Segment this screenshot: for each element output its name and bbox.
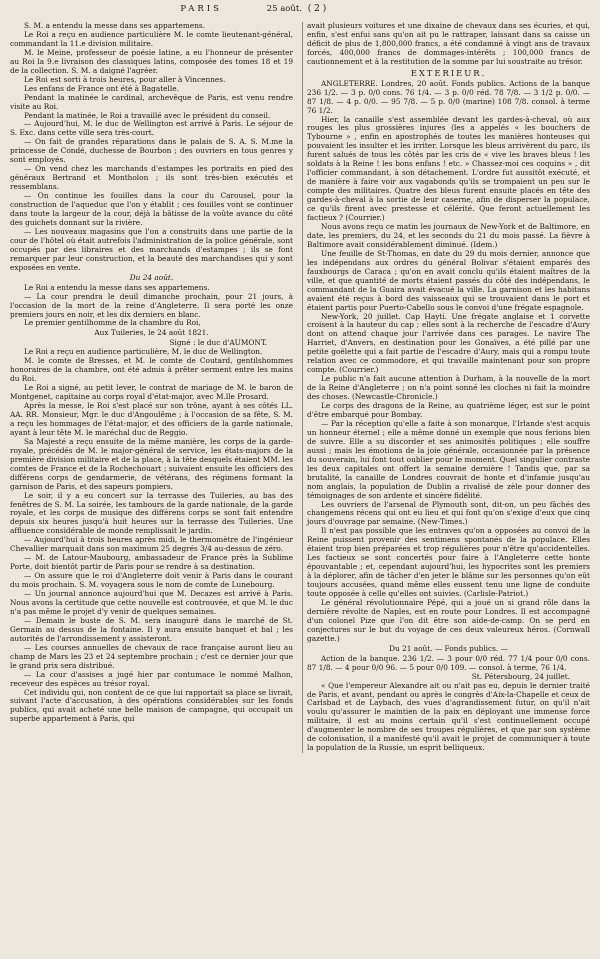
paragraph: « Que l'empereur Alexandre ait ou n'ait pas eu, depuis le dernier traité de Paris, et avant, pendant ou après le congrès d'Aix-la-Chapelle et ceux de Carlsbad et de Laybach, des vues d'agrandissement futur, on qu'il n'ait voulu qu'assurer le maintien de la paix en déployant une immense force militaire, il est au moins certain qu'il s'est continuellement occupé d'augmenter le nombre de ses troupes régulières, et que par son système de colonisation, il a manifesté qu'il avait le projet de communiquer à toute la population de la Russie, un esprit belliqueux. — [307, 680, 590, 753]
paragraph: M. le Meine, professeur de poésie latine, a eu l'honneur de présenter au Roi la 9.e livraison des classiques latins, composée des tomes 18 et 19 de la collection. S. M. a daigné l'agréer. — [10, 47, 293, 75]
dateline-st-petersbourg: St. Pétersbourg, 24 juillet. — [471, 671, 570, 681]
section-heading-exterieur: EXTERIEUR. — [410, 67, 487, 78]
columns — [10, 22, 590, 753]
paragraph: Le soir, il y a eu concert sur la terrasse des Tuileries, au bas des fenêtres de S. M. La soirée, les tambours de la garde nationale, de la garde royale, et les corps de musique des différens corps se sont fait entendre depuis six heures jusqu'à huit heures sur la terrasse des Tuileries. Une affluence considérable de monde remplissait le jardin. — [10, 490, 293, 536]
paragraph: Sa Majesté a reçu ensuite de la même manière, les corps de la garde-royale, précédés de M. le major-général de service, les états-majors de la première division militaire et de la place, à la tête desquels étaient MM. les comtes de France et de la Rochechouart ; suivaient ensuite les officiers des différens corps de gendarmerie, de vétérans, des régimens formant la garnison de Paris, et des sapeurs pompiers. — [10, 436, 293, 491]
paragraph: Les enfans de France ont été à Bagatelle. — [24, 83, 179, 93]
paragraph: — Les nouveaux magasins que l'on a construits dans une partie de la cour de l'hôtel où était autrefois l'administration de la police générale, sont occupés par des libraires et des marchands d'estampes ; ils se font remarquer par leur construction, et la beauté des marchandises qui y sont exposées en vente. — [10, 226, 293, 272]
paragraph: — On continue les fouilles dans la cour du Carousel, pour la construction de l'aqueduc que l'on y établit ; ces fouilles vont se continuer dans toute la largeur de la cour, déjà la bâtisse de la voûte avance du côté des guichets donnant sur la rivière. — [10, 191, 293, 227]
paragraph: Une feuille de St-Thomas, en date du 29 du mois dernier, annonce que les indépendans aux ordres du général Bolivar s'étaient emparés des fauxbourgs de Caraca ; qu'on en avait conclu qu'ils étaient maîtres de la ville, et que quantité de morts étaient passés du côté des indépendans, le commandant de la Guaira avait évacué la ville. La garnison et les habitans avaient été reçus à bord des vaisseaux qui se trouvaient dans le port et étaient partis pour Puerto-Cabello sous le convoi d'une frégate espagnole. — [307, 248, 590, 312]
paragraph: — On vend chez les marchands d'estampes les portraits en pied des généraux Bertrand et Montholon ; ils sont très-bien exécutés et ressemblans. — [10, 164, 293, 192]
right-column — [307, 22, 590, 753]
paragraph: Le général révolutionnaire Pépé, qui a joué un si grand rôle dans la dernière révolte de Naples, est en route pour Londres. Il est accompagné d'un colonel Pize que l'on dit être son aide-de-camp. On se perd en conjectures sur le but du voyage de ces deux valeureux héros. (Cornwall gazette.) — [307, 598, 590, 643]
paragraph: Il n'est pas possible que les entraves qu'on a opposées au convoi de la Reine puissent provenir des sentimens spontanés de la populace. Elles étaient trop bien préparées et trop régulières pour n'être qu'accidentelles. Les factieux se sont concertés pour faire à l'Angleterre cette honte épouvantable ; et, cependant aujourd'hui, les hypocrites sont les premiers à la déplorer, afin de tâcher d'en jeter le blâme sur les personnes qu'on eût toujours accusées, quand même elles eussent tenu une ligne de conduite toute opposée à celle qu'elles ont suivies. (Carlisle-Patriot.) — [307, 526, 590, 599]
paragraph: Le Roi a reçu en audience particulière M. le comte lieutenant-général, commandant la 11.e division militaire. — [10, 29, 293, 48]
paragraph: — M. de Latour-Maubourg, ambassadeur de France près la Sublime Porte, doit bientôt partir de Paris pour se rendre à sa destination. — [10, 553, 293, 572]
paragraph: — Un journal annonce aujourd'hui que M. Decazes est arrivé à Paris. Nous avons la certitude que cette nouvelle est controuvée, et que M. le duc n'a pas même le projet d'y venir de quelques semaines. — [10, 589, 293, 616]
paragraph: Pendant la matinée le cardinal, archevêque de Paris, est venu rendre visite au Roi. — [10, 92, 293, 111]
paragraph: — Par la réception qu'elle a faite à son monarque, l'Irlande s'est acquis un honneur éternel ; elle a même donné un exemple que nous ferions bien de suivre. Elle a su discorder et ses animosités politiques ; elle souffre aussi ; mais les émotions de la joie générale, occasionnée par la présence du souverain, lui font tout oublier pour le moment. Quel singulier contraste les deux capitales ont offert la semaine dernière ! Tandis que, par sa brutalité, la canaille de Londres couvrait de honte et d'infamie jusqu'au nom anglais, la population de Dublin a rivalisé de zèle pour donner des témoignages de son ardente et sincère fidélité. — [307, 418, 590, 500]
page-header — [10, 4, 590, 22]
paragraph: Action de la banque. 236 1/2. — 3 pour 0/0 réd. 77 1/4 pour 0/0 cons. 87 1/8. — 4 pour 0/0 96. — 5 pour 0/0 109. — consol. à terme, 76 1/4. — [307, 653, 590, 672]
paragraph: ANGLETERRE. Londres, 20 août. Fonds publics. Actions de la banque 236 1/2. — 3 p. 0/0 cons. 76 1/4. — 3 p. 0/0 réd. 78 7/8. — 3 1/2 p. 0/0. — 87 1/8. — 4 p. 0/0. — 95 7/8. — 5 p. 0/0 (marine) 108 7/8. consol. à terme 76 1/2. — [307, 78, 590, 115]
paragraph: Le Roi a entendu la messe dans ses appartemens. — [24, 282, 210, 292]
paragraph: Hier, la canaille s'est assemblée devant les gardes-à-cheval, où aux rouges les plus grossières injures (les a appelés « les bouchers de Tybourne » , enfin en apostrophés de toutes les manières honteuses qui pouvaient les insulter et les irriter. Lorsque les bleus arrivèrent du parc, ils furent salués de tous les côtés par les cris de « vive les braves bleus ! les soldats à la Reine ! les bons enfans ! etc. » Chassez-moi ces coquins » , dit l'officier commandant, à son détachement. L'ordre fut aussitôt exécuté, et de manière à faire voir aux vagabonds qu'ils se trompaient un peu sur le compte des militaires. Quatre des bleus furent ensuite placés en tête des gardes-à-cheval à la sortie de leur caserne, afin de disperser la populace, ce qu'ils firent avec prestesse et célérité. Que feront actuellement les factieux ? (Courrier.) — [307, 114, 590, 223]
paragraph: — La cour d'assises a jugé hier par contumace le nommé Malhon, receveur des espèces au trésor royal. — [10, 669, 293, 688]
paragraph: — Aujourd'hui à trois heures après midi, le thermomètre de l'ingénieur Chevallier marquait dans son maximum 25 degrés 3/4 au-dessus de zéro. — [10, 535, 293, 554]
paragraph: — On assure que le roi d'Angleterre doit venir à Paris dans le courant du mois prochain. S. M. voyagera sous le nom de comte de Lunebourg. — [10, 571, 293, 590]
paragraph: Le Roi a signé, au petit lever, le contrat de mariage de M. le baron de Montgenet, capitaine au corps royal d'état-major, avec M.lle Prosard. — [10, 383, 293, 402]
paragraph: Après la messe, le Roi s'est placé sur son trône, ayant à ses côtés LL. AA. RR. Monsieur, Mgr. le duc d'Angoulême ; à l'occasion de sa fête, S. M. a reçu les hommages de l'état-major, et des officiers de la garde nationale, ayant à leur tête M. le maréchal duc de Reggio. — [10, 401, 293, 437]
paragraph: M. le comte de Bresses, et M. le comte de Coutard, gentilshommes honoraires de la chambre, ont été admis à prêter serment entre les mains du Roi. — [10, 356, 293, 384]
paragraph: Le Roi est sorti à trois heures, pour aller à Vincennes. — [24, 74, 226, 84]
dateline-city: PARIS — [180, 4, 222, 14]
column-rule — [302, 22, 303, 753]
paragraph: Nous avons reçu ce matin les journaux de New-York et de Baltimore, en date, les premiers, du 24, et les seconds du 21 du mois passé. La fièvre à Baltimore avait considérablement diminué. (Idem.) — [307, 221, 590, 249]
paragraph: Cet individu qui, non content de ce que lui rapportait sa place se livrait, suivant l'acte d'accusation, à des opérations considérables sur les fonds publics, qui avait acheté une belle maison de campagne, qui occupait un superbe appartement à Paris, qui — [10, 687, 293, 724]
paragraph: — On fait de grandes réparations dans le palais de S. A. S. M.me la princesse de Condé, duchesse de Bourbon ; des ouvriers en tous genres y sont employés. — [10, 137, 293, 165]
paragraph: New-York, 20 juillet. Cap Hayti. Une frégate anglaise et 1 corvette croisent à la hauteur du cap ; elles sont à la recherche de l'escadre d'Aury dont on attend chaque jour l'arrivée dans ces parages. Le navire The Harriet, d'Anvers, en destination pour les Gonaïves, a été pillé par une petite goëlette qui a fait partie de l'escadre d'Aury, mais qui a rompu toute relation avec ce commodore, et qui travaille maintenant pour son propre compte. (Courrier.) — [307, 311, 590, 375]
notice-date: Aux Tuileries, le 24 août 1821. — [94, 328, 209, 338]
page-number: ( 2 ) — [307, 4, 327, 14]
paragraph: Les ouvriers de l'arsenal de Plymouth sont, dit-on, un peu fâchés des changemens récens qui ont eu lieu et qui font qu'on s'exige d'eux que cinq jours d'ouvrage par semaine. (New-Times.) — [307, 499, 590, 527]
left-column — [10, 22, 293, 753]
paragraph: — Aujourd'hui, M. le duc de Wellington est arrivé à Paris. Le séjour de S. Exc. dans cette ville sera très-court. — [10, 119, 293, 138]
paragraph: Le premier gentilhomme de la chambre du Roi, — [24, 318, 201, 328]
paragraph: Pendant la matinée, le Roi a travaillé avec le président du conseil. — [24, 110, 271, 120]
dateline-date: 25 août. — [266, 4, 302, 14]
signature: Signé : le duc d'AUMONT. — [169, 338, 267, 348]
paragraph: Le Roi a reçu en audience particulière, M. le duc de Wellington. — [24, 347, 263, 357]
paragraph: avait plusieurs voitures et une dixaine de chevaux dans ses écuries, et qui, enfin, s'est enfui sans qu'on ait pu le rattraper, laissant dans sa caisse un déficit de plus de 1,800,000 francs, a été condamné à vingt ans de travaux forcés, 400,000 francs de dommages-intérêts ; 100,000 francs de cautionnement et à la restitution de la somme par lui soustraite au trésor. — [307, 21, 590, 66]
paragraph: — Les courses annuelles de chevaux de race française auront lieu au champ de Mars les 23 et 24 septembre prochain ; c'est ce dernier jour que le grand prix sera distribué. — [10, 642, 293, 670]
paragraph: S. M. a entendu la messe dans ses appartemens. — [24, 21, 206, 30]
paragraph: — La cour prendra le deuil dimanche prochain, pour 21 jours, à l'occasion de la mort de la reine d'Angleterre. Il sera porté les onze premiers jours en noir, et les dix derniers en blanc. — [10, 291, 293, 319]
section-date: Du 24 août. — [129, 272, 174, 282]
paragraph: Le corps des dragons de la Reine, au quatrième léger, est sur le point d'être embarqué pour Bombay. — [307, 401, 590, 419]
paragraph: — Demain le buste de S. M. sera inauguré dans le marché de St. Germain au dessus de la fontaine. Il y aura ensuite banquet et bal ; les autorités de l'arrondissement y assisteront. — [10, 615, 293, 643]
paragraph: Le public n'a fait aucune attention à Durham, à la nouvelle de la mort de la Reine d'Angleterre ; on n'a point sonné les cloches ni fait la moindre des choses. (Newcastle-Chronicle.) — [307, 374, 590, 402]
section-date: Du 21 août. — Fonds publics. — — [389, 643, 508, 653]
